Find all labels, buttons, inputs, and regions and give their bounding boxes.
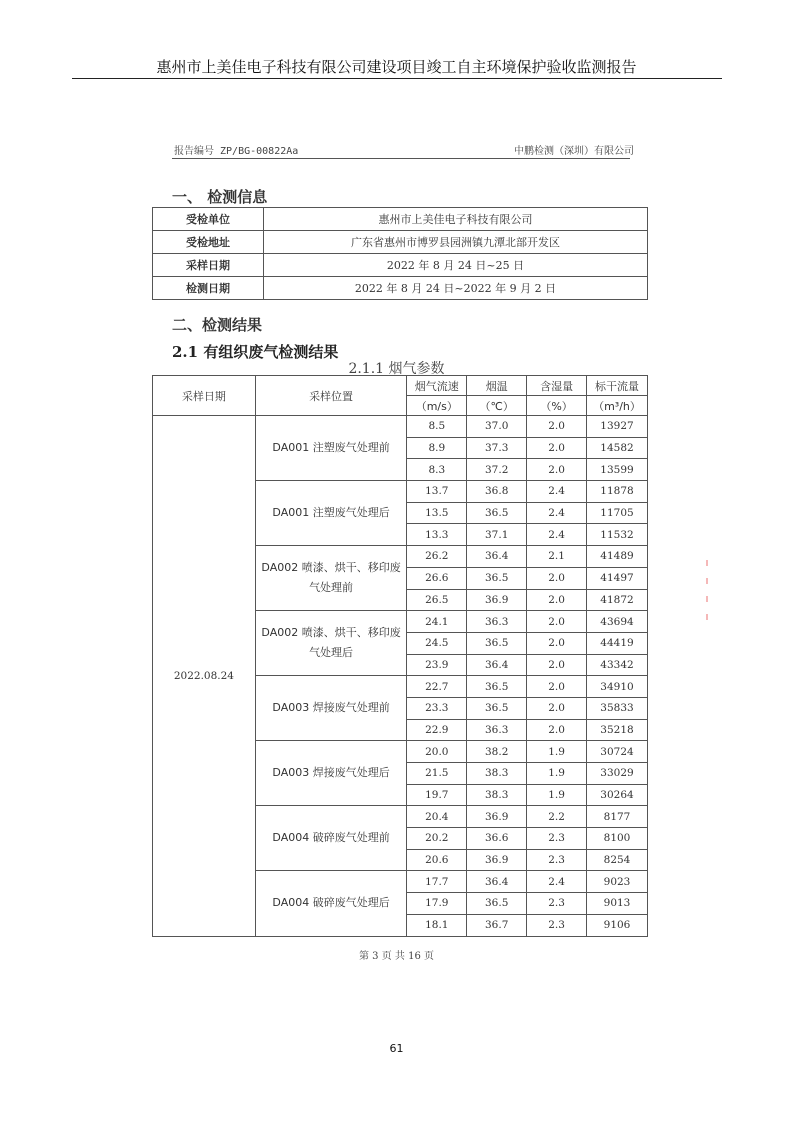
table-title: 2.1.1 烟气参数 xyxy=(348,361,445,377)
moisture-cell: 2.1 xyxy=(527,546,587,568)
header-sampling-location: 采样位置 xyxy=(255,376,407,416)
flow-cell: 43342 xyxy=(587,654,648,676)
temperature-cell: 36.4 xyxy=(467,871,527,893)
flow-cell: 11878 xyxy=(587,481,648,503)
flow-cell: 8177 xyxy=(587,806,648,828)
moisture-cell: 2.4 xyxy=(527,481,587,503)
testing-organization: 中鹏检测（深圳）有限公司 xyxy=(514,146,634,157)
flow-cell: 8254 xyxy=(587,849,648,871)
location-line: 气处理后 xyxy=(309,646,354,660)
flow-cell: 13599 xyxy=(587,459,648,481)
velocity-cell: 8.5 xyxy=(407,416,467,438)
moisture-cell: 1.9 xyxy=(527,763,587,785)
report-number: 报告编号 ZP/BG-00822Aa xyxy=(174,146,299,157)
temperature-cell: 38.2 xyxy=(467,741,527,763)
temperature-cell: 36.7 xyxy=(467,914,527,936)
flow-cell: 44419 xyxy=(587,632,648,654)
moisture-cell: 2.4 xyxy=(527,502,587,524)
header-velocity-unit: （m/s） xyxy=(407,396,467,416)
header-divider xyxy=(72,78,722,79)
header-flow-unit: （m³/h） xyxy=(587,396,648,416)
moisture-cell: 1.9 xyxy=(527,784,587,806)
flow-cell: 35833 xyxy=(587,697,648,719)
table-row xyxy=(153,416,648,438)
info-label: 受检单位 xyxy=(153,208,264,231)
flow-cell: 30264 xyxy=(587,784,648,806)
flow-cell: 43694 xyxy=(587,611,648,633)
location-line: DA003 焊接废气处理前 xyxy=(272,701,390,715)
temperature-cell: 36.5 xyxy=(467,632,527,654)
flow-cell: 9013 xyxy=(587,893,648,915)
moisture-cell: 2.0 xyxy=(527,719,587,741)
header-velocity: 烟气流速 xyxy=(407,376,467,396)
header-temperature: 烟温 xyxy=(467,376,527,396)
moisture-cell: 2.3 xyxy=(527,893,587,915)
scan-header-divider xyxy=(172,158,630,159)
location-line: DA001 注塑废气处理前 xyxy=(272,441,390,455)
temperature-cell: 36.5 xyxy=(467,697,527,719)
temperature-cell: 38.3 xyxy=(467,763,527,785)
velocity-cell: 26.2 xyxy=(407,546,467,568)
scan-artifact xyxy=(706,560,710,660)
detection-info-table xyxy=(152,207,648,300)
velocity-cell: 20.2 xyxy=(407,828,467,850)
page-number: 61 xyxy=(389,1042,404,1055)
flow-cell: 9023 xyxy=(587,871,648,893)
temperature-cell: 36.4 xyxy=(467,654,527,676)
flow-cell: 34910 xyxy=(587,676,648,698)
temperature-cell: 37.2 xyxy=(467,459,527,481)
temperature-cell: 36.3 xyxy=(467,719,527,741)
info-label: 采样日期 xyxy=(153,254,264,277)
location-line: DA004 破碎废气处理后 xyxy=(272,896,390,910)
moisture-cell: 2.4 xyxy=(527,871,587,893)
moisture-cell: 2.0 xyxy=(527,416,587,438)
section-heading-results: 二、检测结果 xyxy=(172,316,263,334)
velocity-cell: 23.9 xyxy=(407,654,467,676)
velocity-cell: 20.0 xyxy=(407,741,467,763)
flow-cell: 8100 xyxy=(587,828,648,850)
location-line: DA002 喷漆、烘干、移印废 xyxy=(261,626,401,640)
location-line: DA003 焊接废气处理后 xyxy=(272,766,390,780)
velocity-cell: 18.1 xyxy=(407,914,467,936)
sampling-location-cell xyxy=(255,416,407,481)
temperature-cell: 37.3 xyxy=(467,437,527,459)
velocity-cell: 22.9 xyxy=(407,719,467,741)
moisture-cell: 2.0 xyxy=(527,567,587,589)
velocity-cell: 8.9 xyxy=(407,437,467,459)
flow-cell: 14582 xyxy=(587,437,648,459)
flue-gas-parameters-table xyxy=(152,375,648,937)
location-line: DA001 注塑废气处理后 xyxy=(272,506,390,520)
moisture-cell: 2.3 xyxy=(527,849,587,871)
info-row xyxy=(153,231,648,254)
info-value: 2022 年 8 月 24 日~2022 年 9 月 2 日 xyxy=(264,277,648,300)
temperature-cell: 36.9 xyxy=(467,806,527,828)
temperature-cell: 36.6 xyxy=(467,828,527,850)
sampling-location-cell xyxy=(255,871,407,936)
velocity-cell: 13.5 xyxy=(407,502,467,524)
info-value: 2022 年 8 月 24 日~25 日 xyxy=(264,254,648,277)
temperature-cell: 36.5 xyxy=(467,893,527,915)
velocity-cell: 24.1 xyxy=(407,611,467,633)
sampling-location-cell xyxy=(255,481,407,546)
section-heading-organized-gas: 2.1 有组织废气检测结果 xyxy=(172,343,339,361)
velocity-cell: 26.5 xyxy=(407,589,467,611)
velocity-cell: 23.3 xyxy=(407,697,467,719)
velocity-cell: 20.6 xyxy=(407,849,467,871)
moisture-cell: 2.0 xyxy=(527,676,587,698)
header-temperature-unit: （℃） xyxy=(467,396,527,416)
sampling-location-cell xyxy=(255,676,407,741)
sampling-location-cell xyxy=(255,611,407,676)
velocity-cell: 21.5 xyxy=(407,763,467,785)
velocity-cell: 19.7 xyxy=(407,784,467,806)
flow-cell: 41872 xyxy=(587,589,648,611)
flow-cell: 9106 xyxy=(587,914,648,936)
moisture-cell: 2.0 xyxy=(527,632,587,654)
velocity-cell: 13.3 xyxy=(407,524,467,546)
moisture-cell: 2.0 xyxy=(527,459,587,481)
flow-cell: 41489 xyxy=(587,546,648,568)
flow-cell: 11705 xyxy=(587,502,648,524)
location-line: 气处理前 xyxy=(309,581,354,595)
sampling-location-cell xyxy=(255,806,407,871)
velocity-cell: 24.5 xyxy=(407,632,467,654)
flow-cell: 33029 xyxy=(587,763,648,785)
temperature-cell: 36.5 xyxy=(467,502,527,524)
temperature-cell: 36.5 xyxy=(467,676,527,698)
temperature-cell: 38.3 xyxy=(467,784,527,806)
moisture-cell: 2.3 xyxy=(527,914,587,936)
moisture-cell: 2.0 xyxy=(527,437,587,459)
flow-cell: 11532 xyxy=(587,524,648,546)
moisture-cell: 2.0 xyxy=(527,697,587,719)
velocity-cell: 26.6 xyxy=(407,567,467,589)
sampling-location-cell xyxy=(255,741,407,806)
velocity-cell: 22.7 xyxy=(407,676,467,698)
location-line: DA004 破碎废气处理前 xyxy=(272,831,390,845)
moisture-cell: 2.0 xyxy=(527,611,587,633)
flow-cell: 30724 xyxy=(587,741,648,763)
temperature-cell: 36.9 xyxy=(467,849,527,871)
temperature-cell: 37.0 xyxy=(467,416,527,438)
info-value: 广东省惠州市博罗县园洲镇九潭北部开发区 xyxy=(264,231,648,254)
flow-cell: 35218 xyxy=(587,719,648,741)
moisture-cell: 2.0 xyxy=(527,654,587,676)
info-value: 惠州市上美佳电子科技有限公司 xyxy=(264,208,648,231)
info-label: 受检地址 xyxy=(153,231,264,254)
header-moisture: 含湿量 xyxy=(527,376,587,396)
moisture-cell: 1.9 xyxy=(527,741,587,763)
temperature-cell: 36.4 xyxy=(467,546,527,568)
page-count: 第 3 页 共 16 页 xyxy=(359,951,434,962)
section-heading-detection-info: 一、 检测信息 xyxy=(172,188,268,206)
velocity-cell: 8.3 xyxy=(407,459,467,481)
flow-cell: 13927 xyxy=(587,416,648,438)
header-flow: 标干流量 xyxy=(587,376,648,396)
moisture-cell: 2.3 xyxy=(527,828,587,850)
sampling-location-cell xyxy=(255,546,407,611)
header-sampling-date: 采样日期 xyxy=(153,376,256,416)
info-row xyxy=(153,208,648,231)
velocity-cell: 13.7 xyxy=(407,481,467,503)
velocity-cell: 20.4 xyxy=(407,806,467,828)
moisture-cell: 2.4 xyxy=(527,524,587,546)
temperature-cell: 36.3 xyxy=(467,611,527,633)
flow-cell: 41497 xyxy=(587,567,648,589)
location-line: DA002 喷漆、烘干、移印废 xyxy=(261,561,401,575)
velocity-cell: 17.9 xyxy=(407,893,467,915)
info-row xyxy=(153,277,648,300)
temperature-cell: 36.9 xyxy=(467,589,527,611)
header-moisture-unit: （%） xyxy=(527,396,587,416)
sampling-date-cell: 2022.08.24 xyxy=(153,416,256,937)
temperature-cell: 36.5 xyxy=(467,567,527,589)
table-header-row xyxy=(153,376,648,396)
temperature-cell: 37.1 xyxy=(467,524,527,546)
temperature-cell: 36.8 xyxy=(467,481,527,503)
info-label: 检测日期 xyxy=(153,277,264,300)
info-row xyxy=(153,254,648,277)
velocity-cell: 17.7 xyxy=(407,871,467,893)
report-header-title: 惠州市上美佳电子科技有限公司建设项目竣工自主环境保护验收监测报告 xyxy=(156,58,637,76)
moisture-cell: 2.2 xyxy=(527,806,587,828)
moisture-cell: 2.0 xyxy=(527,589,587,611)
